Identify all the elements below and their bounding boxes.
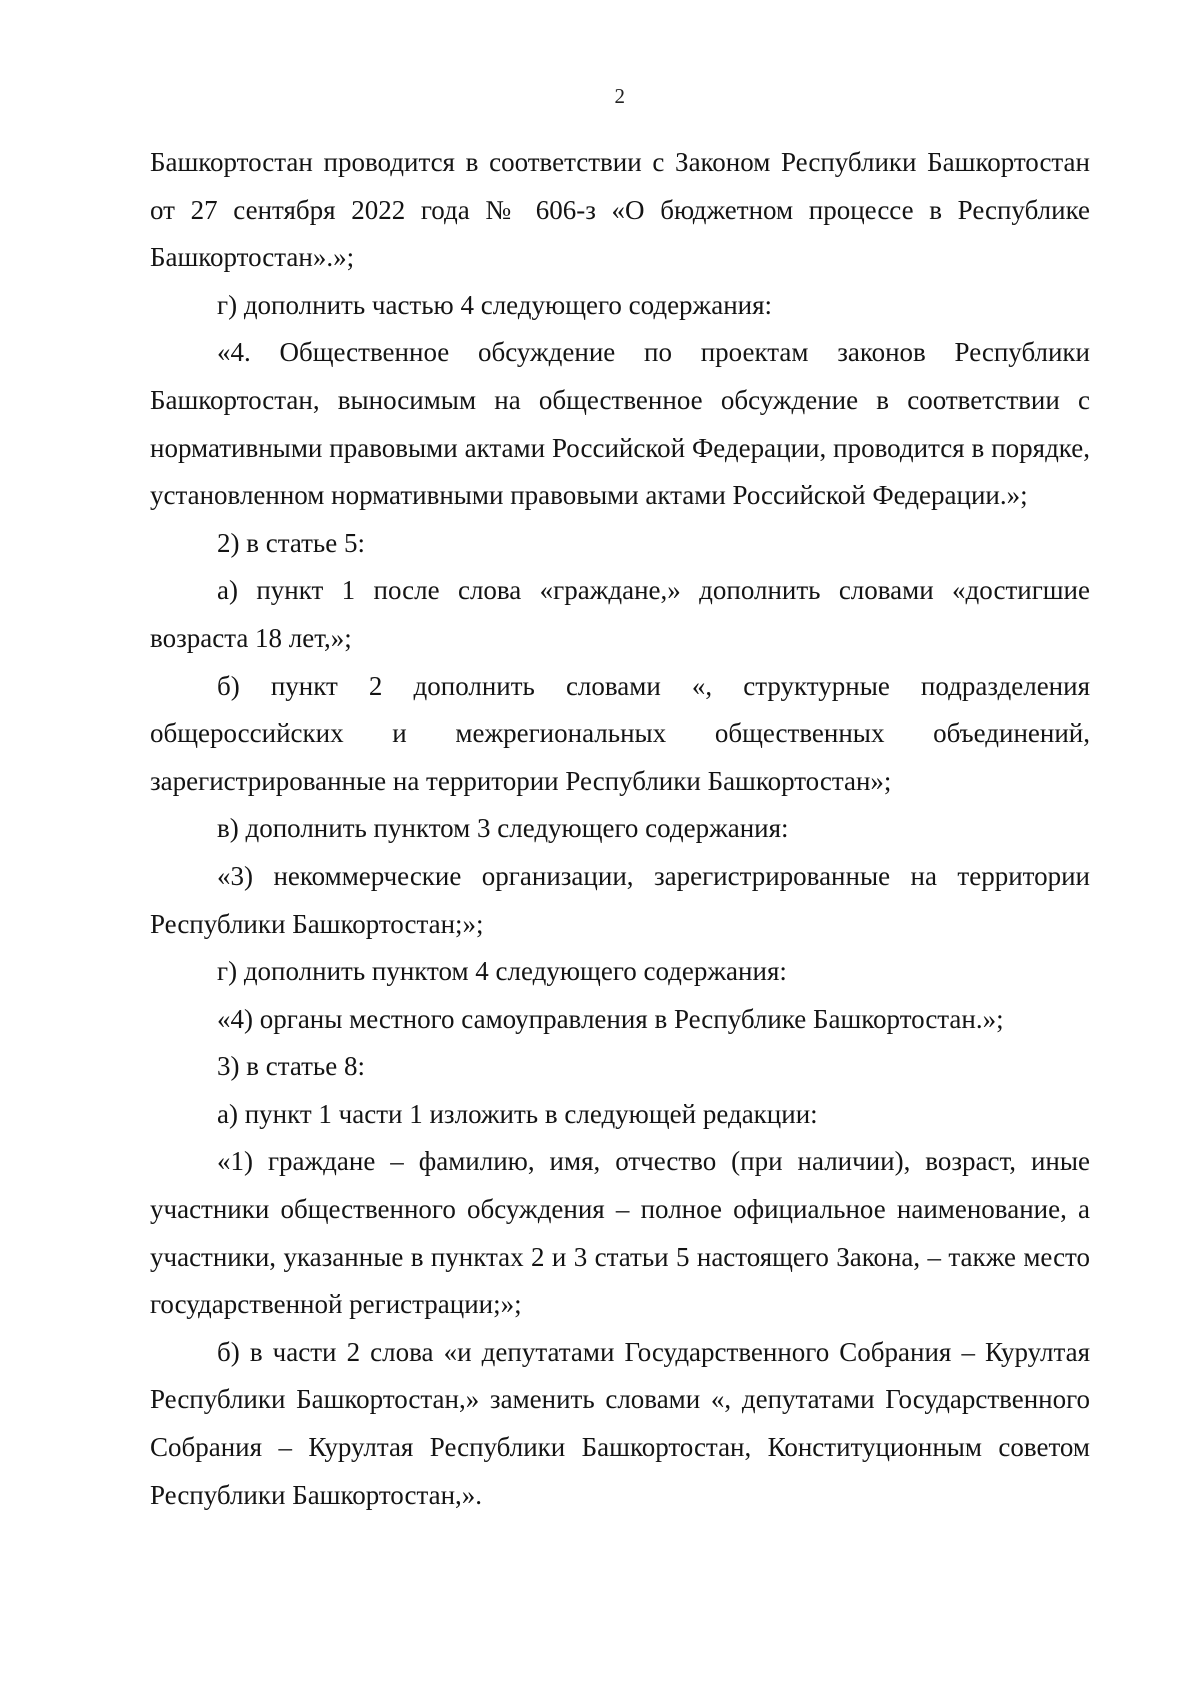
paragraph-article-8-heading: 3) в статье 8:	[217, 1051, 365, 1082]
paragraph-article-5-heading: 2) в статье 5:	[217, 527, 365, 558]
paragraph-point-3-text: «3) некоммерческие организации, зарегистрированные на территории Республики Башкортостан;»;	[150, 860, 1090, 939]
paragraph-continuation: Башкортостан проводится в соответствии с Законом Республики Башкортостан от 27 сентября 2022 года № 606-з «О бюджетном процессе в Республике Башкортостан».»;	[150, 147, 1090, 273]
paragraph-point-4-text: «4) органы местного самоуправления в Республике Башкортостан.»;	[217, 1003, 1004, 1034]
paragraph-item-b-point-2: б) пункт 2 дополнить словами «, структурные подразделения общероссийских и межрегиональных общественных объединений, зарегистрированные на территории Республики Башкортостан»;	[150, 670, 1090, 796]
paragraph-item-g-part-4: г) дополнить частью 4 следующего содержания:	[217, 289, 773, 320]
page-number: 2	[614, 84, 626, 108]
document-body	[150, 139, 1090, 1519]
paragraph-part-4-text: «4. Общественное обсуждение по проектам законов Республики Башкортостан, выносимым на общественное обсуждение в соответствии с нормативными правовыми актами Российской Федерации, проводится в порядке, установленном нормативными правовыми актами Российской Федерации.»;	[150, 337, 1090, 511]
paragraph-item-a-part-1: а) пункт 1 части 1 изложить в следующей редакции:	[217, 1098, 818, 1129]
paragraph-item-v-point-3: в) дополнить пунктом 3 следующего содержания:	[217, 813, 789, 844]
paragraph-item-b-part-2: б) в части 2 слова «и депутатами Государственного Собрания – Курултая Республики Башкортостан,» заменить словами «, депутатами Государственного Собрания – Курултая Республики Башкортостан, Конституционным советом Республики Башкортостан,».	[150, 1336, 1090, 1510]
paragraph-item-a-point-1: а) пункт 1 после слова «граждане,» дополнить словами «достигшие возраста 18 лет,»;	[150, 575, 1090, 653]
paragraph-item-g-point-4: г) дополнить пунктом 4 следующего содержания:	[217, 956, 787, 987]
paragraph-point-1-text: «1) граждане – фамилию, имя, отчество (при наличии), возраст, иные участники общественного обсуждения – полное официальное наименование, а участники, указанные в пунктах 2 и 3 статьи 5 настоящего Закона, – также место государственной регистрации;»;	[150, 1146, 1090, 1320]
